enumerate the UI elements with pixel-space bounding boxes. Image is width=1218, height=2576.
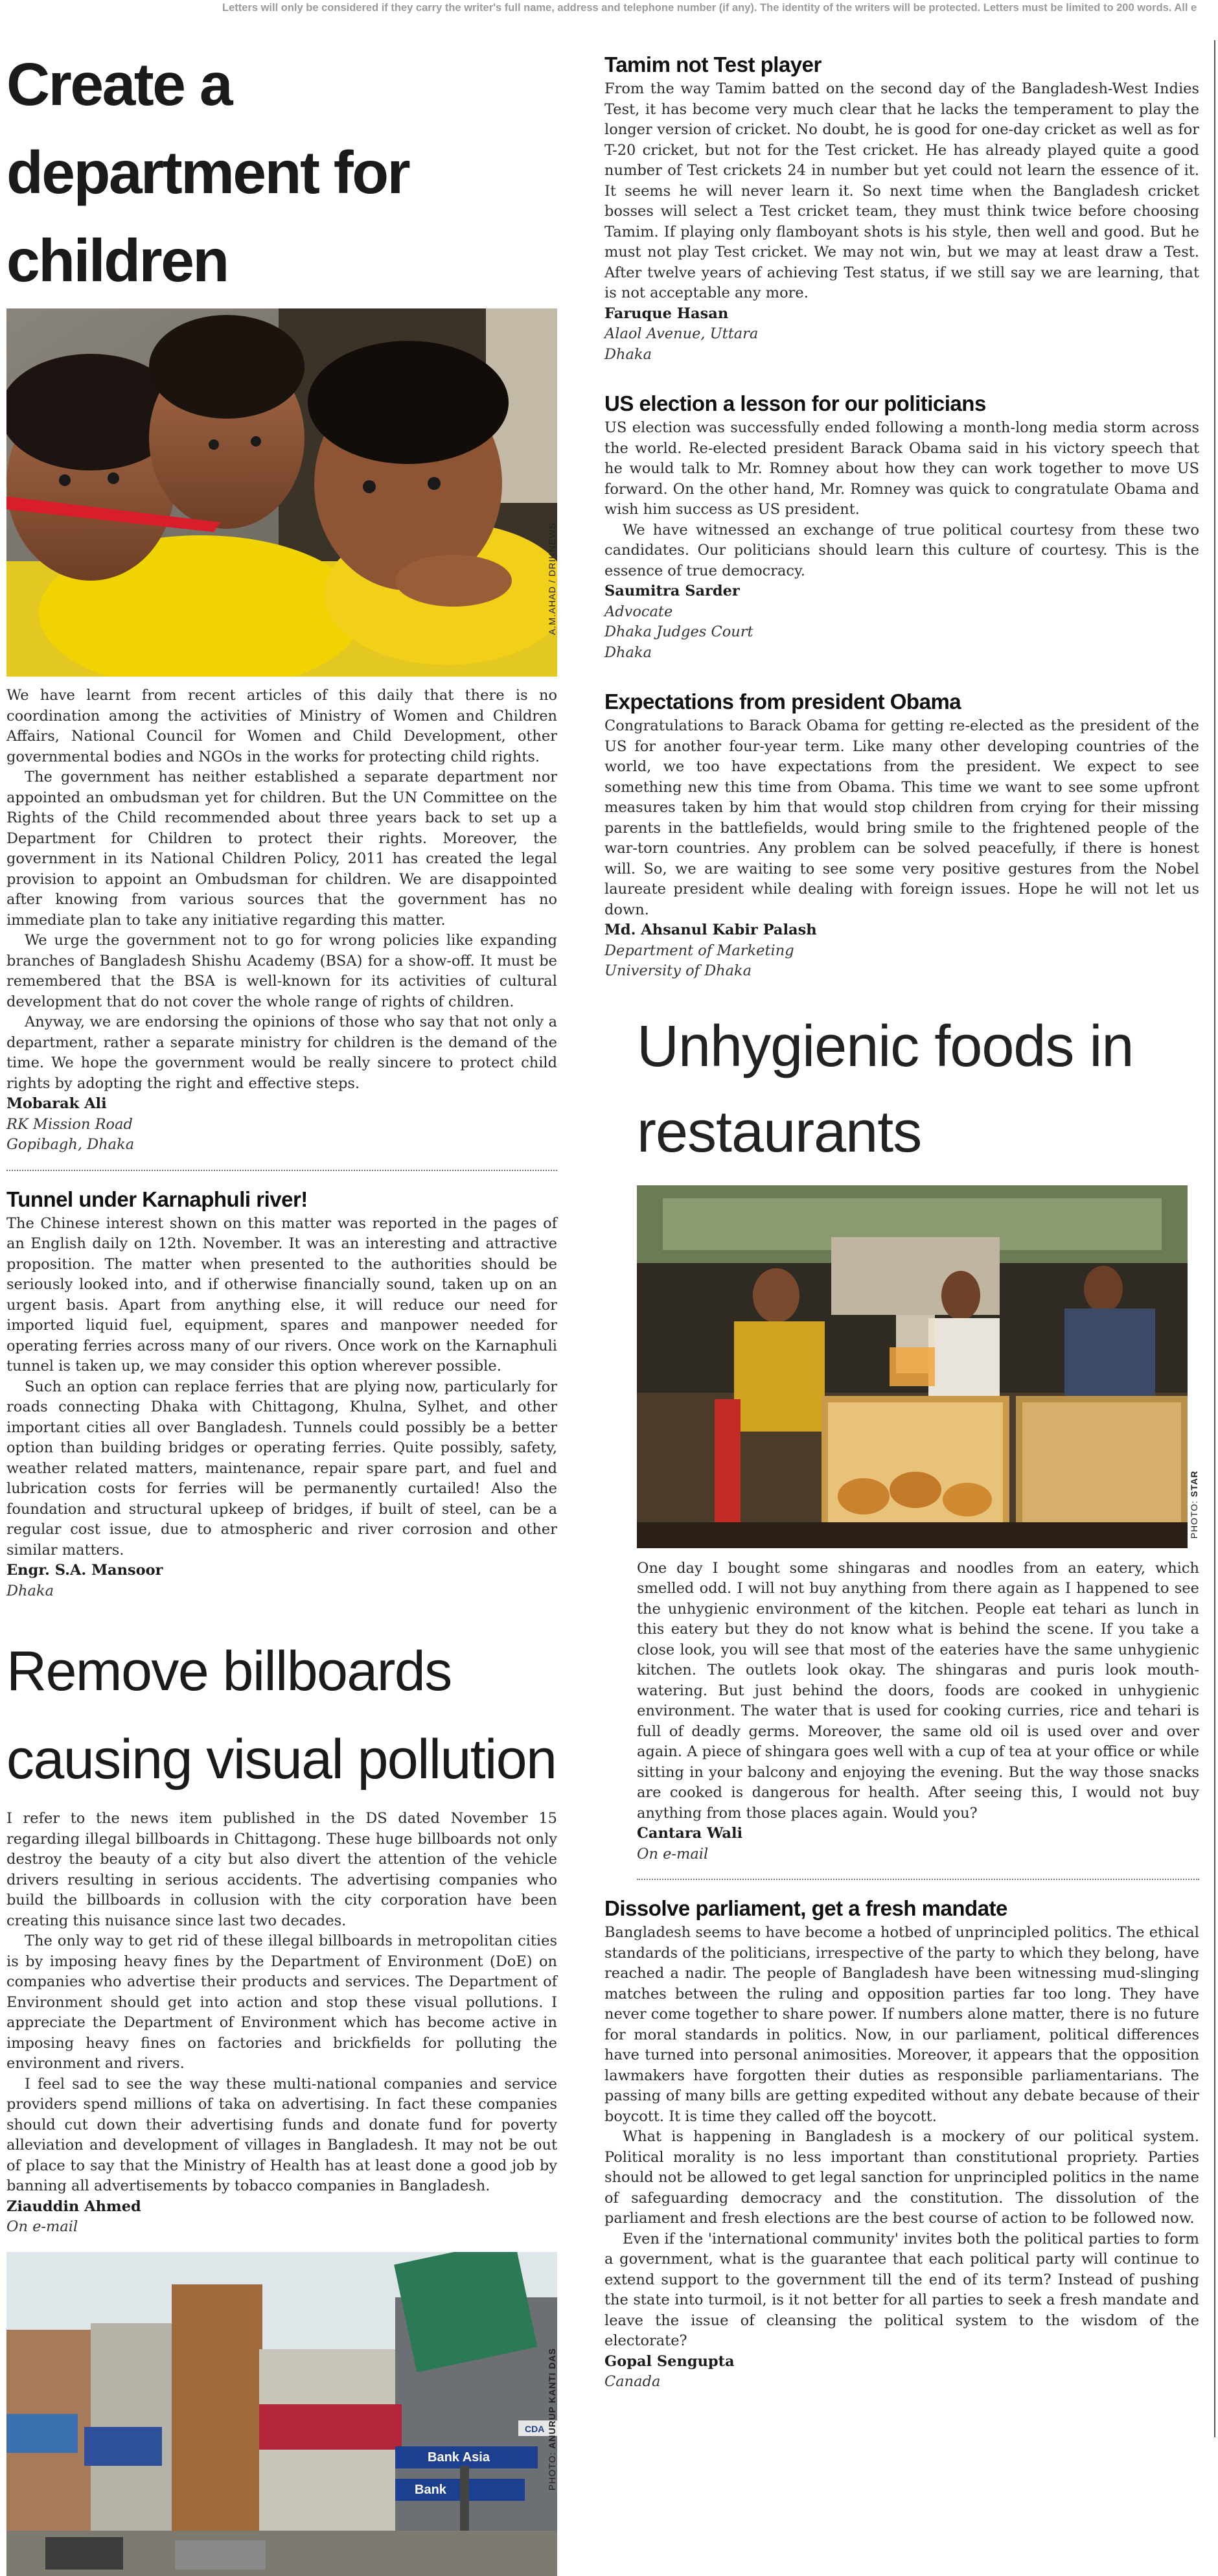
author-name: Engr. S.A. Mansoor (6, 1562, 163, 1579)
letter-tamim (604, 51, 1199, 365)
author-name: Md. Ahsanul Kabir Palash (604, 922, 817, 938)
author-address: University of Dhaka (604, 962, 752, 979)
headline-election: US election a lesson for our politicians (604, 391, 986, 415)
photo-credit-name: ANURUP KANTI DAS (547, 2347, 557, 2449)
paragraph: I feel sad to see the way these multi-national companies and service providers spend millions of taka on advertising. In fact these companies should cut down their advertising funds and donate fund for poverty alleviation and development of villages in Bangladesh. It may not be out of place to say that the Ministry of Health has at least done a good job by banning all advertisements by tobacco companies in Bangladesh. (6, 2075, 557, 2194)
author-address: Dhaka (604, 644, 652, 661)
author-address: Dhaka (604, 345, 652, 363)
paragraph: What is happening in Bangladesh is a mockery of our political system. Political morality is no less important than constitutional propriety. Parties should not be allowed to get legal sanction for unprincipled politics in the name of safeguarding democracy and the constitution. The dissolution of the parliament and fresh elections are the best course of action to be followed now. (604, 2128, 1199, 2227)
letter-billboards (6, 1627, 557, 2576)
letter-obama (604, 688, 1199, 982)
headline-children: Create a department for children (6, 51, 409, 294)
letter-parliament (604, 1894, 1199, 2393)
billboard-text: Bank Asia (428, 2450, 490, 2465)
photo-credit-name: STAR (1189, 1470, 1199, 1497)
author-address: On e-mail (637, 1845, 709, 1862)
paragraph: Even if the 'international community' invites both the political parties to form a government, what is the guarantee that each political party will continue to extend support to the government till the end of its term? Instead of pushing the state into turmoil, is it not better for all parties to seek a fresh mandate and leave the issue of cleansing the political system to the wisdom of the electorate? (604, 2230, 1199, 2349)
billboard-text: Bank (415, 2482, 446, 2497)
paragraph: From the way Tamim batted on the second day of the Bangladesh-West Indies Test, it has become very much clear that he lacks the temperament to play the longer version of cricket. No doubt, he is good for one-day cricket as well as for T-20 cricket, but not for the Test cricket. He has already played quite a good number of Test crickets 24 in number but yet could not learn the essence of it. It seems he will never learn it. So next time when the Bangladesh cricket bosses will select a Test cricket team, they must think twice before choosing Tamim. If playing only flamboyant shots is his style, then well and good. But he must not play Test cricket. We may not win, but we may at least draw a Test. After twelve years of achieving Test status, if we still say we are learning, that is not acceptable any more. (604, 80, 1199, 301)
letters-policy-banner: Letters will only be considered if they carry the writer's full name, address and telephone number (if any). The identity of the writers will be protected. Letters must be limited to 200 words. All e (222, 2, 1197, 14)
letter-election (604, 389, 1199, 663)
author-address: Advocate (604, 603, 673, 620)
left-column (6, 40, 557, 2576)
billboards-photo-image (6, 2252, 557, 2576)
food-photo-image (637, 1185, 1188, 1548)
paragraph: We have learnt from recent articles of this daily that there is no coordination among the activities of Ministry of Women and Children Affairs, National Council for Women and Child Development, other governmental bodies and NGOs in the works for protecting child rights. (6, 687, 557, 765)
right-column (604, 51, 1199, 2393)
headline-tunnel: Tunnel under Karnaphuli river! (6, 1187, 308, 1211)
paragraph: The government has neither established a separate department nor appointed an ombudsman yet for children. But the UN Committee on the Rights of the Child recommended about three years back to set up a Department for Children to protect their rights. Moreover, the government in its National Children Policy, 2011 has created the legal provision to appoint an Ombudsman for children. We are disappointed after knowing from various sources that the government has no immediate plan to take any initiative regarding this matter. (6, 769, 557, 929)
divider (6, 1170, 557, 1171)
author-name: Saumitra Sarder (604, 583, 740, 599)
author-name: Mobarak Ali (6, 1095, 107, 1112)
paragraph: We urge the government not to go for wrong policies like expanding branches of Bangladesh Shishu Academy (BSA) for a show-off. It must be remembered that the BSA is well-known for its activities of cultural development that do not cover the whole range of rights of children. (6, 932, 557, 1010)
letter-children (6, 40, 557, 1155)
billboard-text: CDA (525, 2423, 545, 2434)
paragraph: Anyway, we are endorsing the opinions of those who say that not only a department, rather a separate ministry for children is the demand of the time. We hope the government would be really sincere to protect child rights by adopting the right and effective steps. (6, 1014, 557, 1092)
author-address: RK Mission Road (6, 1115, 133, 1133)
author-address: On e-mail (6, 2218, 78, 2235)
paragraph: We have witnessed an exchange of true political courtesy from these two candidates. Our politicians should learn this culture of courtesy. This is the essence of true democracy. (604, 521, 1199, 579)
photo-children (6, 308, 557, 677)
paragraph: I refer to the news item published in the DS dated November 15 regarding illegal billboards in Chittagong. These huge billboards not only destroy the beauty of a city but also divert the attention of the vehicle drivers resulting in serious accidents. The advertising companies who build the billboards in collusion with the city corporation have been creating this nuisance since last two decades. (6, 1810, 557, 1929)
divider (637, 1879, 1199, 1880)
children-photo-image (6, 308, 557, 677)
headline-food: Unhygienic foods in restaurants (637, 1014, 1134, 1165)
author-name: Gopal Sengupta (604, 2352, 735, 2370)
author-address: Alaol Avenue, Uttara (604, 325, 759, 342)
paragraph: One day I bought some shingaras and noodles from an eatery, which smelled odd. I will not buy anything from there again as I happened to see the unhygienic environment of the kitchen. People eat tehari as lunch in this eatery but they do not know what is behind the scene. If you take a close look, you will see that most of the eateries have the same unhygienic kitchen. The outlets look okay. The shingaras and puris look mouth-watering. But just behind the doors, foods are cooked in unhygienic environment. The water that is used for cooking curries, rice and tehari is full of deadly germs. Moreover, the same old oil is used over and over again. A piece of shingara goes well with a cup of tea at your office or while sitting in your balcony and enjoying the evening. But the way those snacks are cooked is dangerous for health. After seeing this, I would not buy anything from those places again. Would you? (637, 1559, 1199, 1822)
author-address: Canada (604, 2373, 661, 2390)
headline-billboards: Remove billboards causing visual pollution (6, 1640, 557, 1791)
photo-food (637, 1185, 1199, 1548)
headline-parliament: Dissolve parliament, get a fresh mandate (604, 1896, 1007, 1920)
author-name: Faruque Hasan (604, 305, 729, 322)
paragraph: The Chinese interest shown on this matter was reported in the pages of an English daily on 12th. November. It was an interesting and attractive proposition. The matter when presented to the authorities should be seriously looked into, and if otherwise financially sound, taken up on an urgent basis. Apart from anything else, it will reduce our need for imported liquid fuel, equipment, spares and manpower needed for operating ferries across many of our rivers. Once work on the Karnaphuli tunnel is taken up, we may consider this option wherever possible. (6, 1214, 557, 1375)
paragraph: US election was successfully ended following a month-long media storm across the world. Re-elected president Barack Obama said in his victory speech that he would talk to Mr. Romney about how they can work together to move US forward. On the other hand, Mr. Romney was quick to congratulate Obama and wish him success as US president. (604, 419, 1199, 518)
paragraph: Congratulations to Barack Obama for getting re-elected as the president of the US for another four-year term. Like many other developing countries of the world, we too have expectations from the president. We expect to see something new this time from Obama. This time we want to see some upfront measures taken by him that would stop children from crying for their missing parents in the battlefields, would bring smile to the frightened people of the war-torn countries. Any problem can be solved peacefully, if there is honest will. So, we are waiting to see some very positive gestures from the Nobel laureate president while dealing with foreign issues. Hope he will not let us down. (604, 717, 1199, 918)
column-rule (1214, 40, 1215, 2437)
author-name: Ziauddin Ahmed (6, 2198, 141, 2215)
photo-credit-billboards (547, 2348, 557, 2490)
headline-tamim: Tamim not Test player (604, 52, 822, 76)
author-address: Dhaka Judges Court (604, 623, 753, 640)
author-address: Gopibagh, Dhaka (6, 1136, 135, 1153)
photo-credit-prefix: PHOTO: (1189, 1496, 1199, 1538)
photo-credit-food (1189, 1470, 1199, 1538)
letter-tunnel (6, 1185, 557, 1602)
photo-credit-prefix: PHOTO: (547, 2448, 557, 2490)
author-name: Cantara Wali (637, 1825, 743, 1842)
headline-obama: Expectations from president Obama (604, 690, 961, 714)
author-address: Department of Marketing (604, 942, 794, 959)
paragraph: The only way to get rid of these illegal billboards in metropolitan cities is by imposing heavy fines by the Department of Environment (DoE) on companies who advertise their products and services. The Department of Environment should get into action and stop these visual pollutions. I appreciate the Department of Environment which has become active in imposing heavy fines on factories and brickfields for polluting the environment and rivers. (6, 1932, 557, 2072)
photo-billboards (6, 2252, 557, 2576)
paragraph: Such an option can replace ferries that are plying now, particularly for roads connecting Dhaka with Chittagong, Khulna, Sylhet, and other important cities all over Bangladesh. Tunnels could possibly be a better option than building bridges or operating ferries. Quite possibly, safety, weather related matters, maintenance, repair spare part, and fuel and lubrication costs for ferries will be permanently curtailed! Also the foundation and structural upkeep of bridges, if built of steel, can be a regular cost issue, due to atmospheric and river corrosion and other similar matters. (6, 1378, 557, 1559)
paragraph: Bangladesh seems to have become a hotbed of unprincipled politics. The ethical standards of the politicians, irrespective of the party to which they belong, have reached a nadir. The people of Bangladesh have been witnessing mud-slinging matches between the ruling and opposition parties far too long. They have never come together to share power. If numbers alone matter, there is no future for moral standards in politics. Now, in our parliament, political differences have turned into personal animosities. Moreover, it appears that the opposition lawmakers have forgotten their duties as responsible parliamentarians. The passing of many bills are getting expedited without any debate because of their boycott. It is time they called off the boycott. (604, 1924, 1199, 2125)
photo-credit-children: A.M.AHAD / DRIKNEWS (547, 522, 557, 635)
letter-food (604, 1004, 1199, 1865)
author-address: Dhaka (6, 1582, 54, 1599)
